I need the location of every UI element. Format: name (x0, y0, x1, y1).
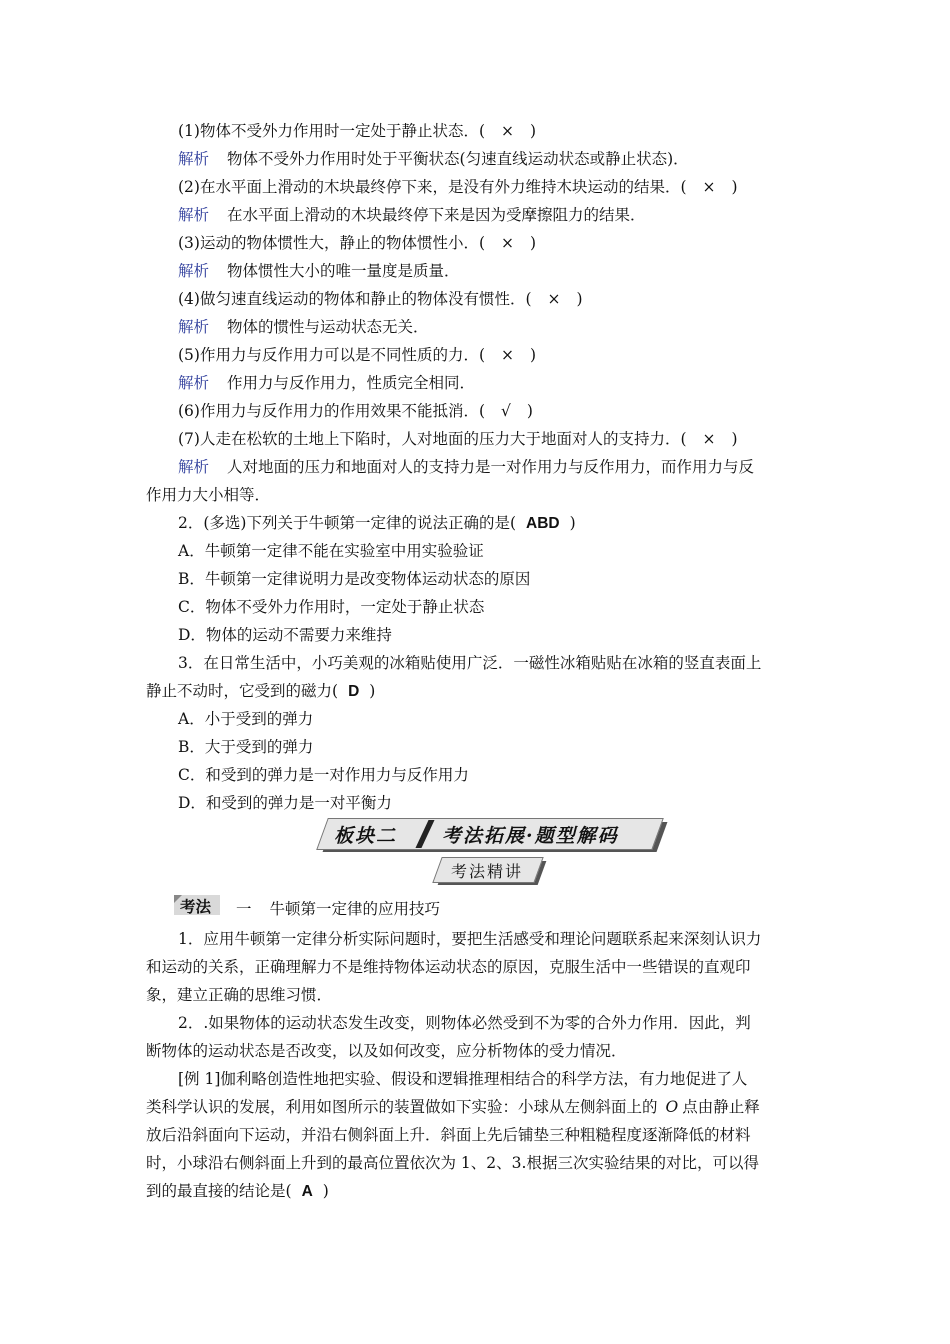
q1-item-5 (178, 345, 536, 365)
q1-item-7 (178, 429, 738, 449)
analysis-label: 解析 (178, 458, 210, 476)
example-1: [例 1]伽利略创造性地把实验、假设和逻辑推理相结合的科学方法，有力地促进了人 (178, 1070, 748, 1088)
cross-mark: × (501, 346, 515, 364)
cross-mark: × (702, 430, 716, 448)
item-text: (3)运动的物体惯性大，静止的物体惯性小．( (178, 234, 486, 252)
analysis-label: 解析 (178, 206, 210, 224)
q1-item-4 (178, 289, 583, 309)
kaofa-title: 牛顿第一定律的应用技巧 (269, 900, 441, 918)
q3-option-a: A．小于受到的弹力 (178, 710, 314, 728)
q3-option-d: D．和受到的弹力是一对平衡力 (178, 794, 392, 812)
check-mark: √ (501, 402, 511, 420)
analysis-2 (178, 205, 646, 225)
analysis-text: 作用力与反作用力，性质完全相同． (227, 374, 476, 392)
item-text: (7)人走在松软的土地上下陷时，人对地面的压力大于地面对人的支持力．( (178, 430, 687, 448)
analysis-4 (178, 317, 429, 337)
q3-stem: 3．在日常生活中，小巧美观的冰箱贴使用广泛．一磁性冰箱贴贴在冰箱的竖直表面上 (178, 654, 762, 672)
para-2: 2．.如果物体的运动状态发生改变，则物体必然受到不为零的合外力作用．因此，判 (178, 1014, 751, 1032)
q2-option-d: D．物体的运动不需要力来维持 (178, 626, 392, 644)
paren-close: ) (530, 234, 537, 252)
example-1-cont-4 (146, 1181, 329, 1202)
q1-item-2 (178, 177, 738, 197)
paren-close: ) (526, 402, 533, 420)
q2-stem (178, 513, 576, 534)
example-1-cont-3: 时，小球沿右侧斜面上升到的最高位置依次为 1、2、3.根据三次实验结果的对比，可以得 (146, 1154, 759, 1172)
item-text: (5)作用力与反作用力可以是不同性质的力．( (178, 346, 486, 364)
q2-option-c: C．物体不受外力作用时，一定处于静止状态 (178, 598, 485, 616)
para-1: 1．应用牛顿第一定律分析实际问题时，要把生活感受和理论问题联系起来深刻认识力 (178, 930, 762, 948)
answer: ABD (526, 515, 560, 532)
item-text: (6)作用力与反作用力的作用效果不能抵消．( (178, 402, 486, 420)
para-1-cont-1: 和运动的关系，正确理解力不是维持物体运动状态的原因，克服生活中一些错误的直观印 (146, 958, 751, 976)
q3-stem-cont (146, 681, 375, 702)
kaofa-tag (174, 895, 224, 917)
cross-mark: × (501, 234, 515, 252)
example-text: 类科学认识的发展，利用如图所示的装置做如下实验：小球从左侧斜面上的 (146, 1098, 658, 1116)
item-text: (1)物体不受外力作用时一定处于静止状态．( (178, 122, 486, 140)
analysis-text: 人对地面的压力和地面对人的支持力是一对作用力与反作用力，而作用力与反 (227, 458, 755, 476)
question-text: 静止不动时，它受到的磁力( (146, 682, 339, 700)
kaofa-heading (236, 899, 440, 919)
q3-option-c: C．和受到的弹力是一对作用力与反作用力 (178, 766, 469, 784)
paren-close: ) (576, 290, 583, 308)
cross-mark: × (547, 290, 561, 308)
question-text: 2．(多选)下列关于牛顿第一定律的说法正确的是( (178, 514, 517, 532)
analysis-label: 解析 (178, 374, 210, 392)
paren-close: ) (530, 122, 537, 140)
analysis-7 (178, 457, 754, 477)
para-1-cont-2: 象，建立正确的思维习惯． (146, 986, 333, 1004)
analysis-7-cont: 作用力大小相等． (146, 486, 271, 504)
banner-left-text: 板块二 (334, 825, 398, 847)
paren-close: ) (731, 178, 738, 196)
q2-option-a: A．牛顿第一定律不能在实验室中用实验验证 (178, 542, 484, 560)
paren-close: ) (530, 346, 537, 364)
q1-item-1 (178, 121, 536, 141)
paren-close: ) (569, 514, 576, 532)
paren-close: ) (369, 682, 376, 700)
paren-close: ) (731, 430, 738, 448)
kaofa-label: 考法 (180, 897, 212, 916)
item-text: (4)做匀速直线运动的物体和静止的物体没有惯性．( (178, 290, 532, 308)
analysis-label: 解析 (178, 262, 210, 280)
analysis-text: 物体不受外力作用时处于平衡状态(匀速直线运动状态或静止状态)． (227, 150, 689, 168)
example-1-cont-2: 放后沿斜面向下运动，并沿右侧斜面上升．斜面上先后铺垫三种粗糙程度逐渐降低的材料 (146, 1126, 751, 1144)
cross-mark: × (702, 178, 716, 196)
point-o: O (665, 1098, 679, 1116)
para-2-cont: 断物体的运动状态是否改变，以及如何改变，应分析物体的受力情况． (146, 1042, 627, 1060)
analysis-5 (178, 373, 475, 393)
q1-item-6 (178, 401, 533, 421)
q1-item-3 (178, 233, 536, 253)
q2-option-b: B．牛顿第一定律说明力是改变物体运动状态的原因 (178, 570, 531, 588)
analysis-label: 解析 (178, 318, 210, 336)
cross-mark: × (501, 122, 515, 140)
section-banner (322, 818, 660, 850)
paren-close: ) (322, 1182, 329, 1200)
analysis-1 (178, 149, 689, 169)
sub-banner (437, 857, 539, 883)
analysis-text: 物体惯性大小的唯一量度是质量． (227, 262, 460, 280)
example-1-cont-1 (146, 1097, 760, 1117)
analysis-text: 物体的惯性与运动状态无关． (227, 318, 429, 336)
analysis-3 (178, 261, 460, 281)
sub-banner-text: 考法精讲 (451, 862, 524, 881)
q3-option-b: B．大于受到的弹力 (178, 738, 314, 756)
example-text-after: 点由静止释 (682, 1098, 760, 1116)
kaofa-number: 一 (236, 900, 252, 918)
analysis-text: 在水平面上滑动的木块最终停下来是因为受摩擦阻力的结果． (227, 206, 646, 224)
question-text: 到的最直接的结论是( (146, 1182, 292, 1200)
answer: A (301, 1183, 313, 1200)
analysis-label: 解析 (178, 150, 210, 168)
banner-right-text: 考法拓展·题型解码 (442, 825, 619, 847)
answer: D (348, 683, 360, 700)
item-text: (2)在水平面上滑动的木块最终停下来，是没有外力维持木块运动的结果．( (178, 178, 687, 196)
